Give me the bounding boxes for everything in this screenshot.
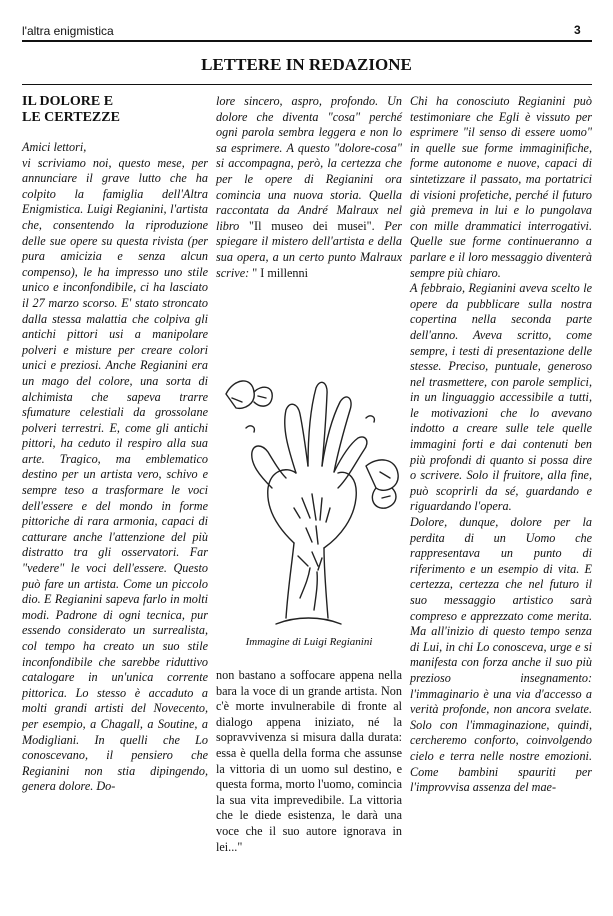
illustration-caption: Immagine di Luigi Regianini <box>245 636 373 648</box>
column-1-text: vi scriviamo noi, questo mese, per annunciare il grave lutto che ha colpito la famiglia dell'Altra Enigmistica. Luigi Regianini, l'artista che, consentendo la riproduzione delle sue opere su questa rivista (per pura amicizia e senza alcun compenso), le ha impresso uno stile unico e inconfondibile, ci ha lasciato il 27 marzo scorso. E' stato stroncato dalla stessa malattia che colpiva gli antichi pittori usi a manipolare polveri e misture per creare colori unici e preziosi. Anche Regianini era un mago del colore, una sorta di alchimista che sapeva trarre sfumature celestiali da grossolane polveri terrestri. E, come gli antichi pittori, ha ceduto il respiro alla sua arte. Tragico, ma emblematico destino per un artista vero, schivo e sempre teso a trasformare le voci dell'essere e del mondo in forme pittoriche di rara armonia, capaci di catturare anche l'attenzione del più distratto tra gli osservatori. Far "vedere" le voci dell'essere. Questo può fare un artista. Come un piccolo dio. E Regianini sapeva farlo in molti modi. Padrone di ogni tecnica, pur essendo considerato un surrealista, col tempo ha creato un suo stile inconfondibile che sarebbe riduttivo catalogare in un'unica corrente pittorica. Lo stesso è accaduto a molti grandi artisti del Novecento, per esempio, a Chagall, a Soutine, a Modigliani. In quelli che Lo conoscevano, il pensiero che Regianini non stia dipingendo, genera dolore. Do- <box>22 155 208 794</box>
column-2 <box>216 94 402 281</box>
hand-illustration <box>216 348 406 628</box>
column-2-text-b: Per spiegare il mistero dell'artista e della sua opera, a un certo punto Malraux scrive: <box>216 218 403 280</box>
column-3-paragraph-1: Chi ha conosciuto Regianini può testimoniare che Egli è vissuto per esprimere "il senso di essere uomo" in quelle sue forme immaginifiche, forme autonome e nuove, capaci di sintetizzare il passato, ma portatrici di visioni profetiche, perché il futuro già premeva in lui e lo pungolava con mille drammatici interrogativi. Quelle sue forme continueranno a parlare e il loro messaggio diventerà sempre più chiaro. <box>410 94 592 280</box>
title-rule <box>22 84 592 85</box>
page-number: 3 <box>574 23 581 37</box>
article-heading-line1: IL DOLORE E <box>22 94 114 109</box>
column-3 <box>410 94 592 796</box>
salutation: Amici lettori, <box>22 140 87 154</box>
header-rule <box>22 40 592 42</box>
article-heading <box>22 94 208 126</box>
column-3-paragraph-3: Dolore, dunque, dolore per la perdita di un Uomo che rappresentava un punto di riferimento e un esempio di vita. E certezza, certezza che nel futuro il suo messaggio artistico sarà compreso e apprezzato come merita. Ma all'inizio di questo tempo senza di Lui, in chi Lo conosceva, urge e si manifesta con forza anche il suo più prezioso insegnamento: l'immaginario è una via d'accesso a verità profonde, non ancora svelate. Solo con l'immaginazione, quindi, cercheremo conforto, coinvolgendo cielo e terra nelle nostre emozioni. Come bambini spauriti per l'improvvisa assenza del mae- <box>410 515 592 795</box>
section-title: LETTERE IN REDAZIONE <box>201 55 412 74</box>
column-3-paragraph-2: A febbraio, Regianini aveva scelto le opere da pubblicare sulla nostra copertina nella seconda parte dell'anno. Aveva scritto, come sempre, i testi di presentazione delle stesse. Preciso, puntuale, generoso nel trasmettere, con parole semplici, in un linguaggio accessibile a tutti, le motivazioni che lo avevano indotto a creare sulle tele quelle immagini forti e dai contenuti ben più profondi di quanto si possa dire o scrivere. Solo il fruitore, alla fine, può scoprirli da sé, guardando e riguardando l'opera. <box>410 281 592 514</box>
column-1 <box>22 94 208 795</box>
book-title: "Il museo dei musei". <box>249 218 375 233</box>
magazine-title: l'altra enigmistica <box>22 24 114 38</box>
column-2-paragraph <box>216 94 402 281</box>
quote-text: non bastano a soffocare appena nella bara la voce di un grande artista. Non c'è morte invulnerabile di fronte al dialogo appena iniziato, né la sopravvivenza si misura dalla durata: essa è quella della forma che assunse la vittoria di un uomo sul destino, e questa forma, morto l'uomo, comincia la sua vita imprevedibile. La vittoria che le diede esistenza, le darà una voce che il suo autore ignorava in lei..." <box>216 668 402 854</box>
quote-start: " I millenni <box>252 265 308 280</box>
column-2-text: lore sincero, aspro, profondo. Un dolore che diventa "cosa" perché ogni parola sembra leggera e non lo sa esprimere. A questo "dolore-cosa" si accompagna, però, la certezza che per le opere di Regianini ora comincia una nuova storia. Quella raccontata da André Malraux nel libro <box>216 94 402 233</box>
article-heading-line2: LE CERTEZZE <box>22 110 120 125</box>
column-2-quote <box>216 668 402 855</box>
